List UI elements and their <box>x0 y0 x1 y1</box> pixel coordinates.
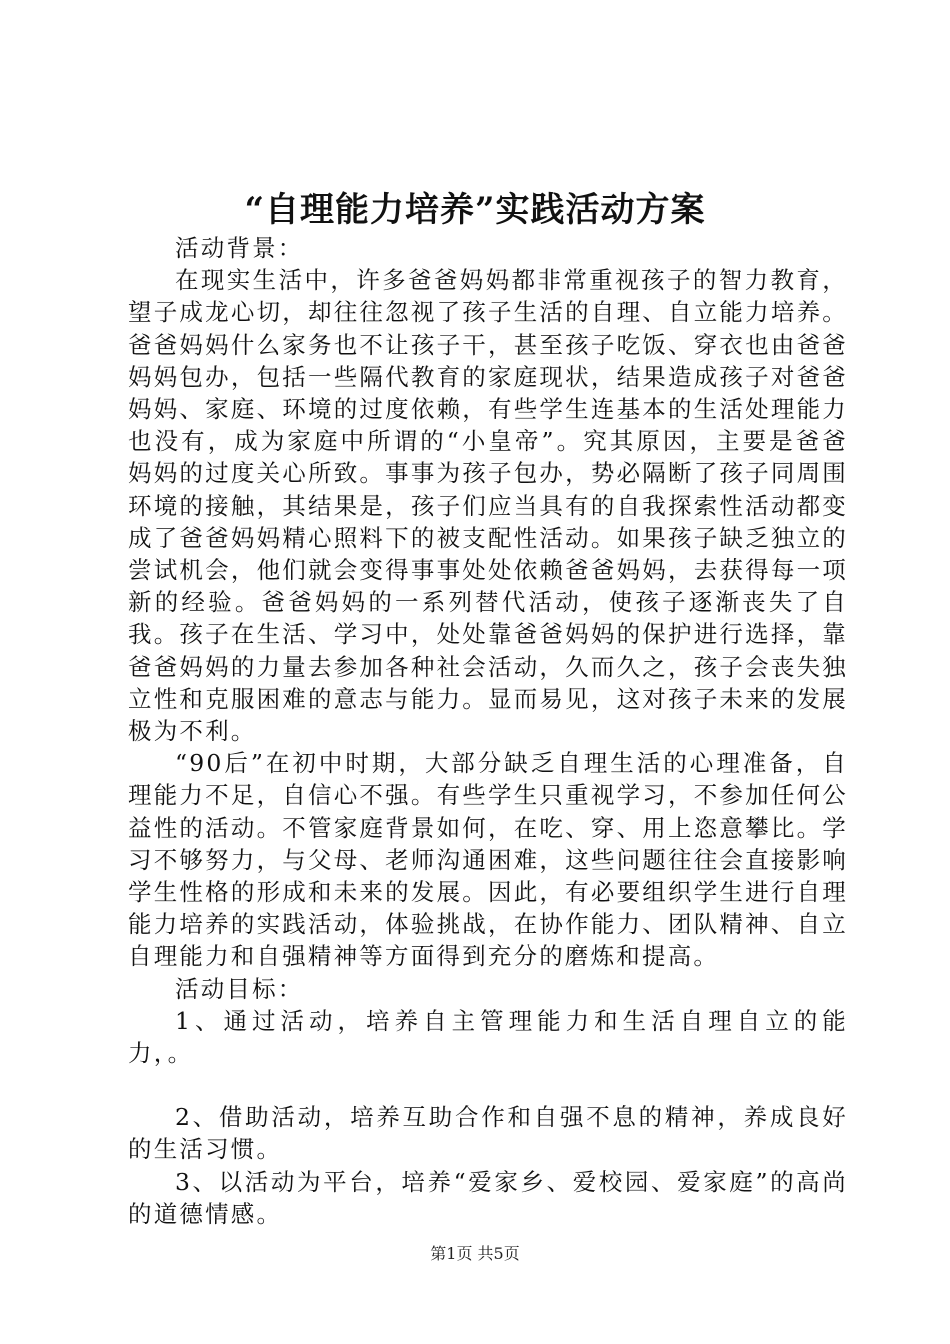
section-heading-goals: 活动目标： <box>175 974 304 1003</box>
goal-item-1: 1、通过活动，培养自主管理能力和生活自理自立的能力，。 <box>128 1006 848 1068</box>
document-title: “自理能力培养”实践活动方案 <box>244 190 706 230</box>
paragraph-background: 在现实生活中，许多爸爸妈妈都非常重视孩子的智力教育，望子成龙心切，却往往忽视了孩子生活的自理、自立能力培养。爸爸妈妈什么家务也不让孩子干，甚至孩子吃饭、穿衣也由爸爸妈妈包办，包括一些隔代教育的家庭现状，结果造成孩子对爸爸妈妈、家庭、环境的过度依赖，有些学生连基本的生活处理能力也没有，成为家庭中所谓的“小皇帝”。究其原因，主要是爸爸妈妈的过度关心所致。事事为孩子包办，势必隔断了孩子同周围环境的接触，其结果是，孩子们应当具有的自我探索性活动都变成了爸爸妈妈精心照料下的被支配性活动。如果孩子缺乏独立的尝试机会，他们就会变得事事处处依赖爸爸妈妈，去获得每一项新的经验。爸爸妈妈的一系列替代活动，使孩子逐渐丧失了自我。孩子在生活、学习中，处处靠爸爸妈妈的保护进行选择，靠爸爸妈妈的力量去参加各种社会活动，久而久之，孩子会丧失独立性和克服困难的意志与能力。显而易见，这对孩子未来的发展极为不利。 <box>128 266 848 746</box>
section-heading-background: 活动背景： <box>175 234 304 262</box>
document-body <box>128 232 848 1230</box>
goal-item-3: 3、以活动为平台，培养“爱家乡、爱校园、爱家庭”的高尚的道德情感。 <box>128 1167 848 1228</box>
page-footer: 第1页 共5页 <box>430 1244 520 1263</box>
goal-item-2: 2、借助活动，培养互助合作和自强不息的精神，养成良好的生活习惯。 <box>128 1103 848 1164</box>
paragraph-post90s: “90后”在初中时期，大部分缺乏自理生活的心理准备，自理能力不足，自信心不强。有些学生只重视学习，不参加任何公益性的活动。不管家庭背景如何，在吃、穿、用上恣意攀比。学习不够努力，与父母、老师沟通困难，这些问题往往会直接影响学生性格的形成和未来的发展。因此，有必要组织学生进行自理能力培养的实践活动，体验挑战，在协作能力、团队精神、自立自理能力和自强精神等方面得到充分的磨炼和提高。 <box>128 749 848 971</box>
